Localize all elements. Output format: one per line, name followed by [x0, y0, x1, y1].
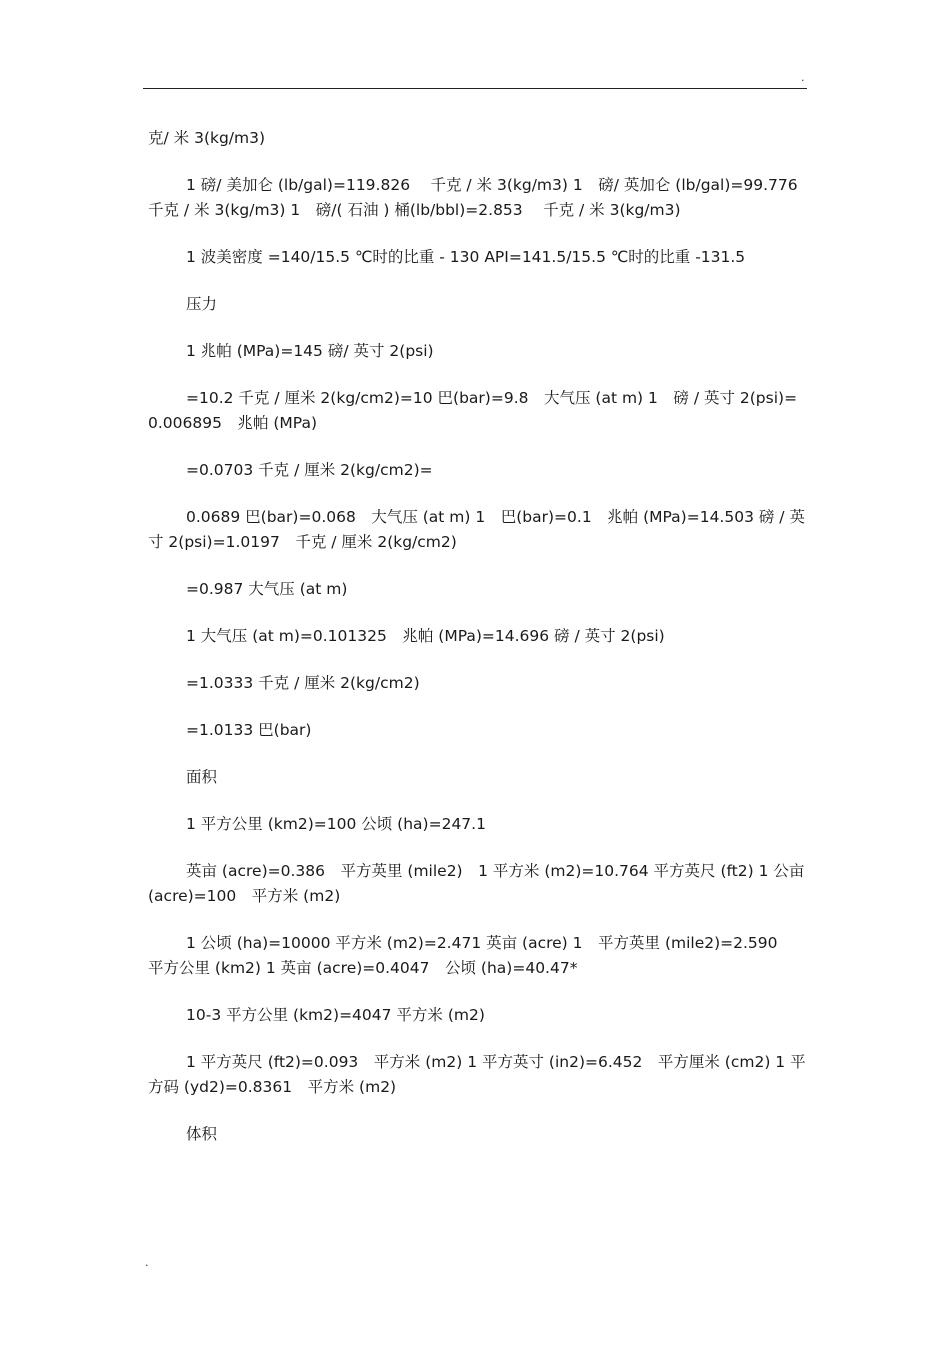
paragraph-psi: =0.0703 千克 / 厘米 2(kg/cm2)=	[186, 461, 433, 479]
header-mark: .	[801, 71, 805, 84]
paragraph-bar-atm: =0.987 大气压 (at m)	[186, 580, 348, 598]
paragraph-density-conversions: 1 磅/ 美加仑 (lb/gal)=119.826 千克 / 米 3(kg/m3) 1 磅/ 英加仑 (lb/gal)=99.776 千克 / 米 3(kg/m3) 1 磅/( 石油 ) 桶(lb/bbl)=2.853 千克 / 米 3(kg/m3)	[148, 176, 819, 219]
paragraph-acre-km2: 10-3 平方公里 (km2)=4047 平方米 (m2)	[186, 1006, 485, 1024]
footer-mark: .	[145, 1256, 149, 1269]
paragraph-atm-kgcm2: =1.0333 千克 / 厘米 2(kg/cm2)	[186, 674, 420, 692]
paragraph-psi-bar: 0.0689 巴(bar)=0.068 大气压 (at m) 1 巴(bar)=0.1 兆帕 (MPa)=14.503 磅 / 英寸 2(psi)=1.0197 千克 / 厘米 2(kg/cm2)	[148, 508, 805, 551]
paragraph-hectare: 1 公顷 (ha)=10000 平方米 (m2)=2.471 英亩 (acre) 1 平方英里 (mile2)=2.590 平方公里 (km2) 1 英亩 (acre)=0.4047 公顷 (ha)=40.47*	[148, 934, 794, 977]
paragraph-density-unit: 克/ 米 3(kg/m3)	[148, 129, 266, 147]
paragraph-atm-bar: =1.0133 巴(bar)	[186, 721, 312, 739]
section-heading-area: 面积	[186, 768, 218, 786]
paragraph-mpa: 1 兆帕 (MPa)=145 磅/ 英寸 2(psi)	[186, 342, 434, 360]
paragraph-ft2-in2-yd2: 1 平方英尺 (ft2)=0.093 平方米 (m2) 1 平方英寸 (in2)=6.452 平方厘米 (cm2) 1 平方码 (yd2)=0.8361 平方米 (m2)	[148, 1053, 806, 1096]
paragraph-acre-m2: 英亩 (acre)=0.386 平方英里 (mile2) 1 平方米 (m2)=10.764 平方英尺 (ft2) 1 公亩 (acre)=100 平方米 (m2)	[148, 862, 805, 905]
section-heading-pressure: 压力	[186, 295, 218, 313]
section-heading-volume: 体积	[186, 1125, 218, 1143]
paragraph-atm: 1 大气压 (at m)=0.101325 兆帕 (MPa)=14.696 磅 / 英寸 2(psi)	[186, 627, 665, 645]
paragraph-baume-api: 1 波美密度 =140/15.5 ℃时的比重 - 130 API=141.5/15.5 ℃时的比重 -131.5	[186, 248, 746, 266]
paragraph-km2: 1 平方公里 (km2)=100 公顷 (ha)=247.1	[186, 815, 486, 833]
header-rule	[143, 88, 807, 89]
document-body	[148, 126, 819, 1169]
paragraph-mpa-cont: =10.2 千克 / 厘米 2(kg/cm2)=10 巴(bar)=9.8 大气压 (at m) 1 磅 / 英寸 2(psi)=0.006895 兆帕 (MPa)	[148, 389, 798, 432]
